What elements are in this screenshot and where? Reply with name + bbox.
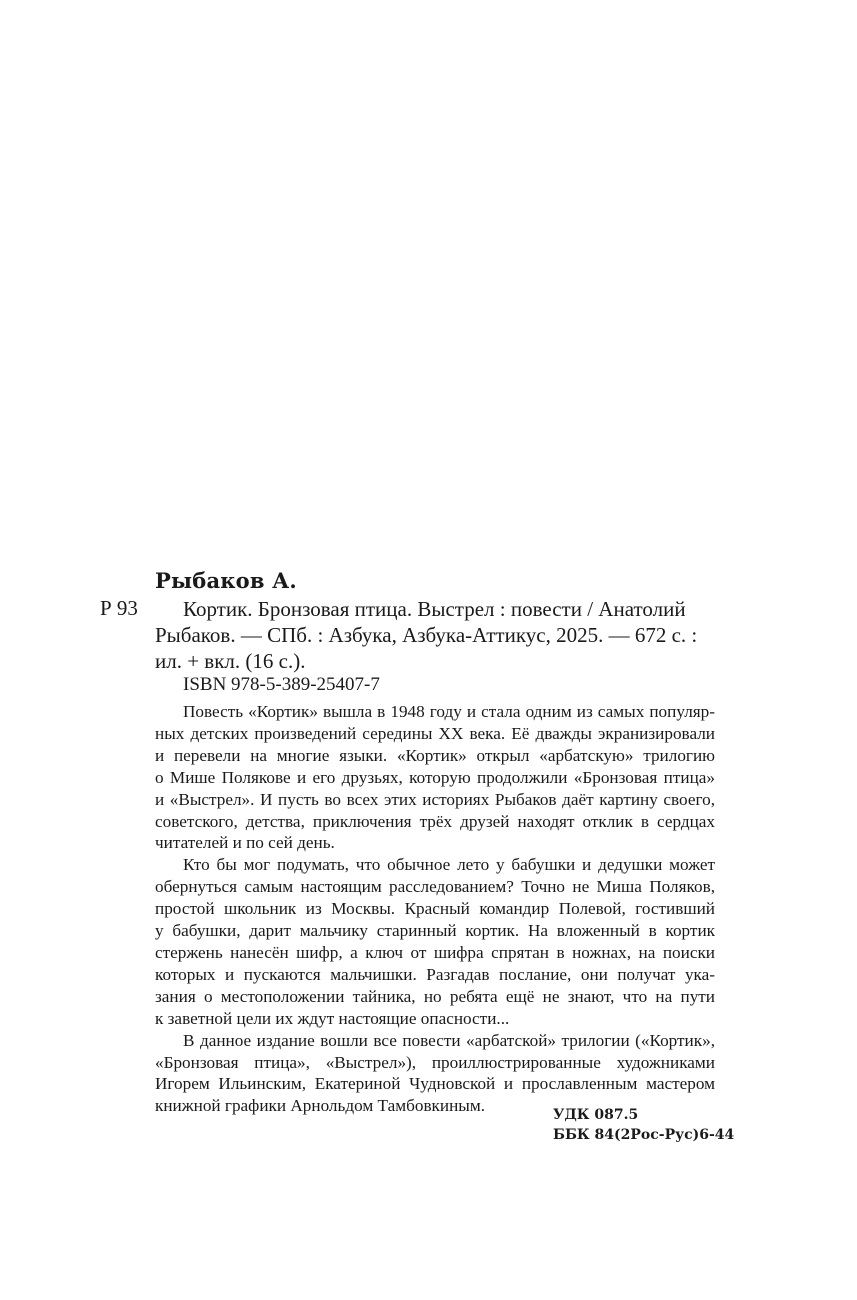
annotation-line: Кто бы мог подумать, что обычное лето у бабушки и дедушки может: [183, 855, 715, 875]
annotation-line: о Мише Полякове и его друзьях, которую продолжили «Бронзовая птица»: [155, 767, 715, 787]
annotation-line: зания о местоположении тайника, но ребята ещё не знают, что на пути: [155, 986, 715, 1006]
annotation-line: и «Выстрел». И пусть во всех этих историях Рыбаков даёт картину своего,: [155, 789, 715, 809]
udk-code: УДК 087.5: [553, 1107, 639, 1123]
classification-codes: [553, 1105, 734, 1145]
description-line: ил. + вкл. (16 с.).: [155, 649, 306, 673]
author-heading: Рыбаков А.: [155, 568, 297, 593]
annotation-line: простой школьник из Москвы. Красный командир Полевой, гостивший: [155, 899, 715, 919]
annotation-line: В данное издание вошли все повести «арбатской» трилогии («Кортик»,: [183, 1030, 715, 1050]
bbk-code: ББК 84(2Рос-Рус)6-44: [553, 1127, 735, 1143]
description-line: Кортик. Бронзовая птица. Выстрел : повести / Анатолий: [183, 597, 686, 621]
annotation-line: которых и пускаются мальчишки. Разгадав послание, они получат ука-: [155, 964, 715, 984]
annotation-line: «Бронзовая птица», «Выстрел»), проиллюстрированные художниками: [155, 1052, 715, 1072]
annotation-paragraph: [155, 701, 715, 854]
isbn: ISBN 978-5-389-25407-7: [183, 674, 380, 695]
annotation-line: у бабушки, дарит мальчику старинный кортик. На вложенный в кортик: [155, 921, 715, 941]
annotation-line: к заветной цели их ждут настоящие опасности...: [155, 1008, 510, 1028]
bibliographic-description: [155, 596, 715, 674]
annotation-line: ных детских произведений середины XX века. Её дважды экранизировали: [155, 723, 715, 743]
annotation-line: и перевели на многие языки. «Кортик» открыл «арбатскую» трилогию: [155, 745, 715, 765]
description-line: Рыбаков. — СПб. : Азбука, Азбука-Аттикус, 2025. — 672 с. :: [155, 623, 698, 647]
annotation-line: Игорем Ильинским, Екатериной Чудновской и прославленным мастером: [155, 1074, 715, 1094]
annotation-paragraph: [155, 854, 715, 1029]
annotation-line: советского, детства, приключения трёх друзей находят отклик в сердцах: [155, 811, 715, 831]
annotation: [155, 701, 715, 1117]
annotation-line: книжной графики Арнольдом Тамбовкиным.: [155, 1096, 486, 1116]
annotation-line: читателей и по сей день.: [155, 833, 335, 853]
annotation-line: Повесть «Кортик» вышла в 1948 году и стала одним из самых популяр-: [183, 702, 715, 721]
annotation-line: стержень нанесён шифр, а ключ от шифра спрятан в ножнах, на поиски: [155, 942, 715, 962]
author-sign-code: Р 93: [100, 596, 138, 620]
annotation-line: обернуться самым настоящим расследованием? Точно не Миша Поляков,: [155, 877, 715, 897]
